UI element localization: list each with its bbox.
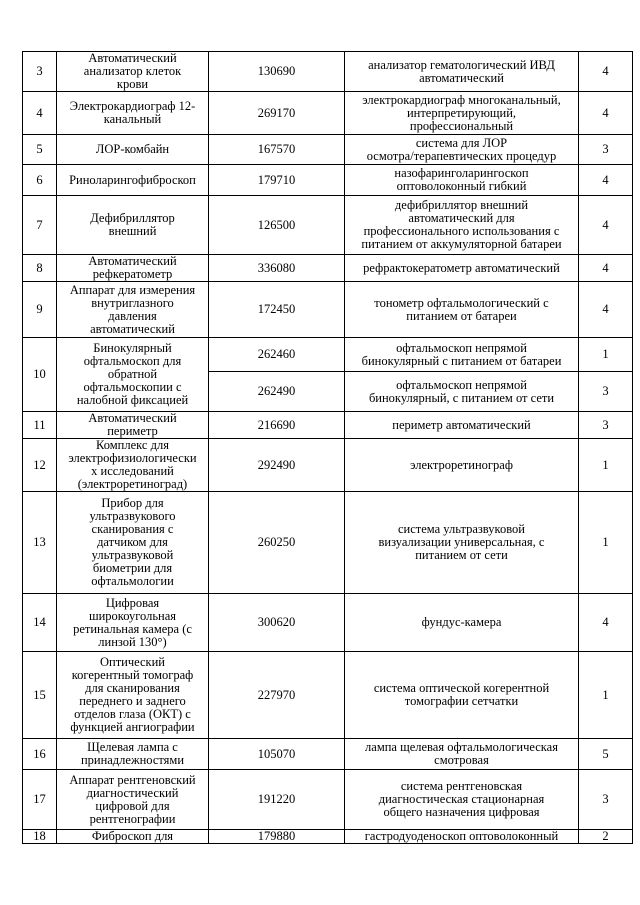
row-number: 17 [23, 770, 57, 830]
equipment-code: 105070 [209, 739, 345, 770]
table-row [23, 135, 633, 165]
table-row [23, 412, 633, 439]
row-number: 18 [23, 830, 57, 844]
table-row [23, 52, 633, 92]
equipment-name: Автоматический периметр [57, 412, 209, 439]
equipment-name: Аппарат рентгеновский диагностический цифровой для рентгенографии [57, 770, 209, 830]
equipment-name: Щелевая лампа с принадлежностями [57, 739, 209, 770]
row-number: 7 [23, 196, 57, 255]
row-number: 14 [23, 594, 57, 652]
equipment-description: дефибриллятор внешний автоматический для профессионального использования с питанием от аккумуляторной батареи [345, 196, 579, 255]
equipment-quantity: 3 [579, 372, 633, 412]
table-row [23, 439, 633, 492]
equipment-quantity: 3 [579, 135, 633, 165]
equipment-description: назофаринголарингоскоп оптоволоконный гибкий [345, 165, 579, 196]
equipment-code: 262460 [209, 338, 345, 372]
equipment-quantity: 4 [579, 196, 633, 255]
equipment-code: 262490 [209, 372, 345, 412]
row-number: 5 [23, 135, 57, 165]
equipment-code: 172450 [209, 282, 345, 338]
table-row [23, 652, 633, 739]
equipment-description: электрокардиограф многоканальный, интерпретирующий, профессиональный [345, 92, 579, 135]
equipment-description: анализатор гематологический ИВД автоматический [345, 52, 579, 92]
equipment-description: электроретинограф [345, 439, 579, 492]
equipment-name: Аппарат для измерения внутриглазного давления автоматический [57, 282, 209, 338]
equipment-quantity: 3 [579, 770, 633, 830]
equipment-description: офтальмоскоп непрямой бинокулярный, с питанием от сети [345, 372, 579, 412]
equipment-name: Фиброскоп для [57, 830, 209, 844]
table-row [23, 830, 633, 844]
table-row [23, 255, 633, 282]
equipment-description: система оптической когерентной томографии сетчатки [345, 652, 579, 739]
equipment-name: Электрокардиограф 12- канальный [57, 92, 209, 135]
equipment-quantity: 1 [579, 492, 633, 594]
equipment-name: Цифровая широкоугольная ретинальная камера (с линзой 130°) [57, 594, 209, 652]
equipment-name: Риноларингофиброскоп [57, 165, 209, 196]
table-row [23, 739, 633, 770]
equipment-name: Бинокулярный офтальмоскоп для обратной офтальмоскопии с налобной фиксацией [57, 338, 209, 412]
equipment-code: 179880 [209, 830, 345, 844]
equipment-name: Автоматический рефкератометр [57, 255, 209, 282]
table-row [23, 492, 633, 594]
equipment-quantity: 2 [579, 830, 633, 844]
equipment-quantity: 1 [579, 652, 633, 739]
row-number: 11 [23, 412, 57, 439]
equipment-code: 227970 [209, 652, 345, 739]
equipment-quantity: 4 [579, 594, 633, 652]
row-number: 4 [23, 92, 57, 135]
row-number: 15 [23, 652, 57, 739]
equipment-code: 216690 [209, 412, 345, 439]
row-number: 3 [23, 52, 57, 92]
equipment-description: лампа щелевая офтальмологическая смотровая [345, 739, 579, 770]
equipment-code: 336080 [209, 255, 345, 282]
equipment-description: офтальмоскоп непрямой бинокулярный с питанием от батареи [345, 338, 579, 372]
equipment-name: Дефибриллятор внешний [57, 196, 209, 255]
equipment-quantity: 1 [579, 338, 633, 372]
table-row [23, 282, 633, 338]
equipment-table [22, 51, 633, 844]
table-row [23, 92, 633, 135]
equipment-quantity: 4 [579, 255, 633, 282]
equipment-code: 260250 [209, 492, 345, 594]
equipment-description: система ультразвуковой визуализации универсальная, с питанием от сети [345, 492, 579, 594]
table-row [23, 770, 633, 830]
equipment-code: 179710 [209, 165, 345, 196]
equipment-description: фундус-камера [345, 594, 579, 652]
equipment-name: Автоматический анализатор клеток крови [57, 52, 209, 92]
equipment-quantity: 4 [579, 92, 633, 135]
equipment-quantity: 3 [579, 412, 633, 439]
equipment-description: система рентгеновская диагностическая стационарная общего назначения цифровая [345, 770, 579, 830]
table-row [23, 338, 633, 372]
row-number: 8 [23, 255, 57, 282]
equipment-name: Комплекс для электрофизиологически х исследований (электроретиноград) [57, 439, 209, 492]
equipment-code: 130690 [209, 52, 345, 92]
equipment-code: 167570 [209, 135, 345, 165]
table-row [23, 165, 633, 196]
equipment-code: 292490 [209, 439, 345, 492]
table-row [23, 196, 633, 255]
row-number: 13 [23, 492, 57, 594]
equipment-quantity: 4 [579, 282, 633, 338]
equipment-code: 269170 [209, 92, 345, 135]
row-number: 10 [23, 338, 57, 412]
equipment-code: 126500 [209, 196, 345, 255]
equipment-name: Оптический когерентный томограф для сканирования переднего и заднего отделов глаза (ОКТ) с функцией ангиографии [57, 652, 209, 739]
equipment-description: периметр автоматический [345, 412, 579, 439]
equipment-code: 300620 [209, 594, 345, 652]
equipment-description: рефрактокератометр автоматический [345, 255, 579, 282]
equipment-quantity: 4 [579, 52, 633, 92]
equipment-quantity: 1 [579, 439, 633, 492]
equipment-name: Прибор для ультразвукового сканирования с датчиком для ультразвуковой биометрии для офтальмологии [57, 492, 209, 594]
equipment-code: 191220 [209, 770, 345, 830]
equipment-quantity: 4 [579, 165, 633, 196]
equipment-table-body [23, 52, 633, 844]
equipment-description: гастродуоденоскоп оптоволоконный [345, 830, 579, 844]
equipment-description: тонометр офтальмологический с питанием от батареи [345, 282, 579, 338]
row-number: 12 [23, 439, 57, 492]
row-number: 9 [23, 282, 57, 338]
table-row [23, 594, 633, 652]
equipment-name: ЛОР-комбайн [57, 135, 209, 165]
equipment-description: система для ЛОР осмотра/терапевтических процедур [345, 135, 579, 165]
row-number: 16 [23, 739, 57, 770]
equipment-quantity: 5 [579, 739, 633, 770]
row-number: 6 [23, 165, 57, 196]
